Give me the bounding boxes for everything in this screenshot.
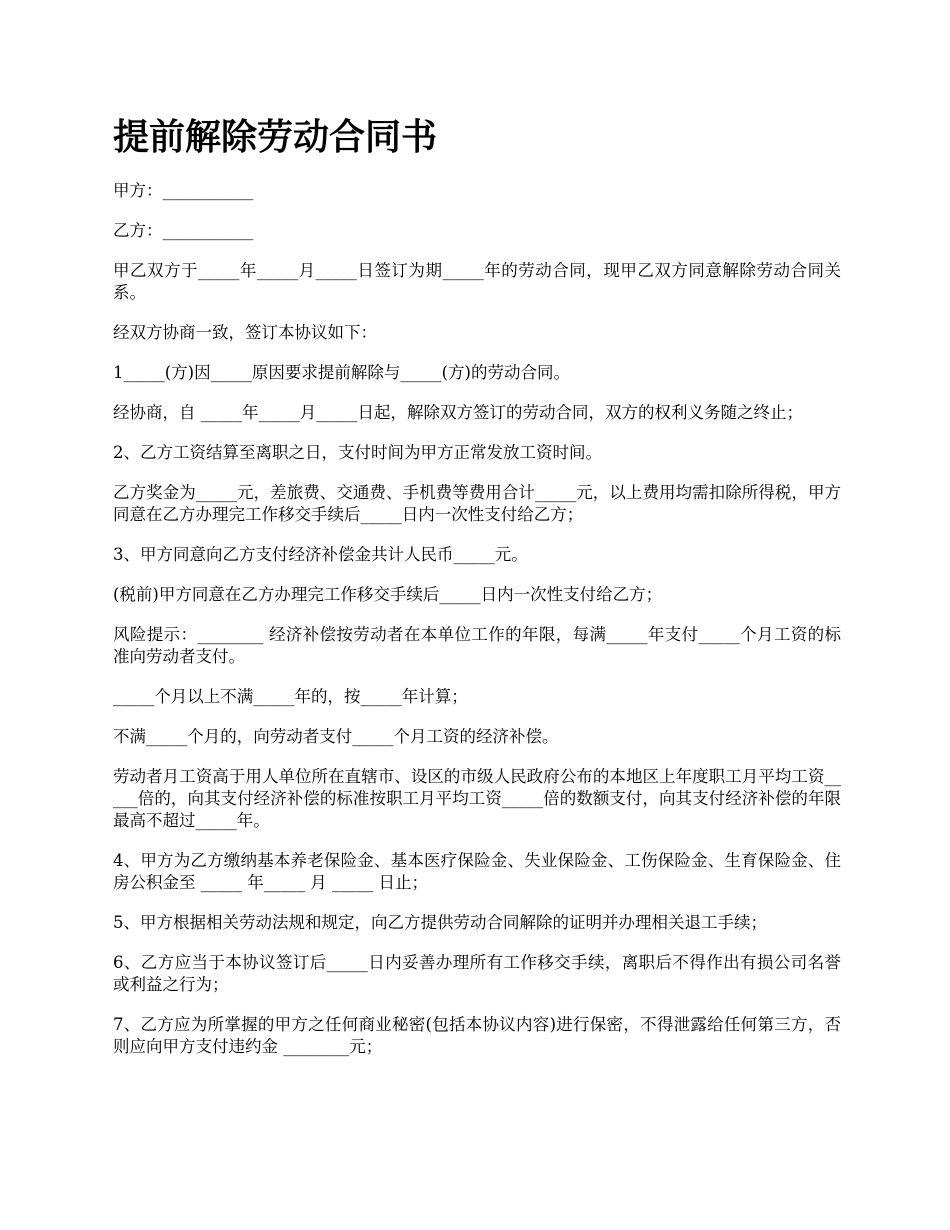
clause-4-paragraph: 4、甲方为乙方缴纳基本养老保险金、基本医疗保险金、失业保险金、工伤保险金、生育保险金、住房公积金至 _____ 年_____ 月 _____ 日止；	[113, 851, 841, 892]
party-a-line: 甲方：___________	[113, 181, 254, 200]
clause-5-paragraph: 5、甲方根据相关劳动法规和规定，向乙方提供劳动合同解除的证明并办理相关退工手续；	[113, 913, 767, 932]
risk-notice-salary-cap-paragraph: 劳动者月工资高于用人单位所在直辖市、设区的市级人民政府公布的本地区上年度职工月平均工资_____倍的，向其支付经济补偿的标准按职工月平均工资_____倍的数额支付，向其支付经济补偿的年限最高不超过_____年。	[113, 767, 841, 830]
clause-3-pretax-paragraph: (税前)甲方同意在乙方办理完工作移交手续后_____日内一次性支付给乙方；	[113, 585, 663, 604]
clause-2-paragraph: 2、乙方工资结算至离职之日，支付时间为甲方正常发放工资时间。	[113, 443, 602, 462]
clause-1-termination-date-paragraph: 经协商，自 _____年_____月_____日起，解除双方签订的劳动合同，双方的权利义务随之终止；	[113, 403, 803, 422]
risk-notice-months-paragraph: _____个月以上不满_____年的，按_____年计算；	[113, 687, 468, 706]
clause-2-bonus-paragraph: 乙方奖金为_____元，差旅费、交通费、手机费等费用合计_____元，以上费用均需扣除所得税，甲方同意在乙方办理完工作移交手续后_____日内一次性支付给乙方；	[113, 483, 841, 524]
agreement-lead-paragraph: 经双方协商一致，签订本协议如下：	[113, 323, 377, 342]
clause-3-paragraph: 3、甲方同意向乙方支付经济补偿金共计人民币_____元。	[113, 545, 528, 564]
clause-6-paragraph: 6、乙方应当于本协议签订后_____日内妥善办理所有工作移交手续，离职后不得作出有损公司名誉或利益之行为；	[113, 953, 841, 994]
party-b-line: 乙方：___________	[113, 221, 254, 240]
contract-intro-paragraph: 甲乙双方于_____年_____月_____日签订为期_____年的劳动合同，现甲乙双方同意解除劳动合同关系。	[113, 261, 841, 302]
document-page	[113, 110, 841, 1076]
clause-7-paragraph: 7、乙方应为所掌握的甲方之任何商业秘密(包括本协议内容)进行保密，不得泄露给任何第三方，否则应向甲方支付违约金 ________元；	[113, 1015, 841, 1056]
risk-notice-paragraph: 风险提示：________ 经济补偿按劳动者在本单位工作的年限，每满_____年支付_____个月工资的标准向劳动者支付。	[113, 625, 841, 666]
clause-1-paragraph: 1_____(方)因_____原因要求提前解除与_____(方)的劳动合同。	[113, 363, 570, 382]
document-title: 提前解除劳动合同书	[113, 116, 438, 158]
risk-notice-under-months-paragraph: 不满_____个月的，向劳动者支付_____个月工资的经济补偿。	[113, 727, 559, 746]
